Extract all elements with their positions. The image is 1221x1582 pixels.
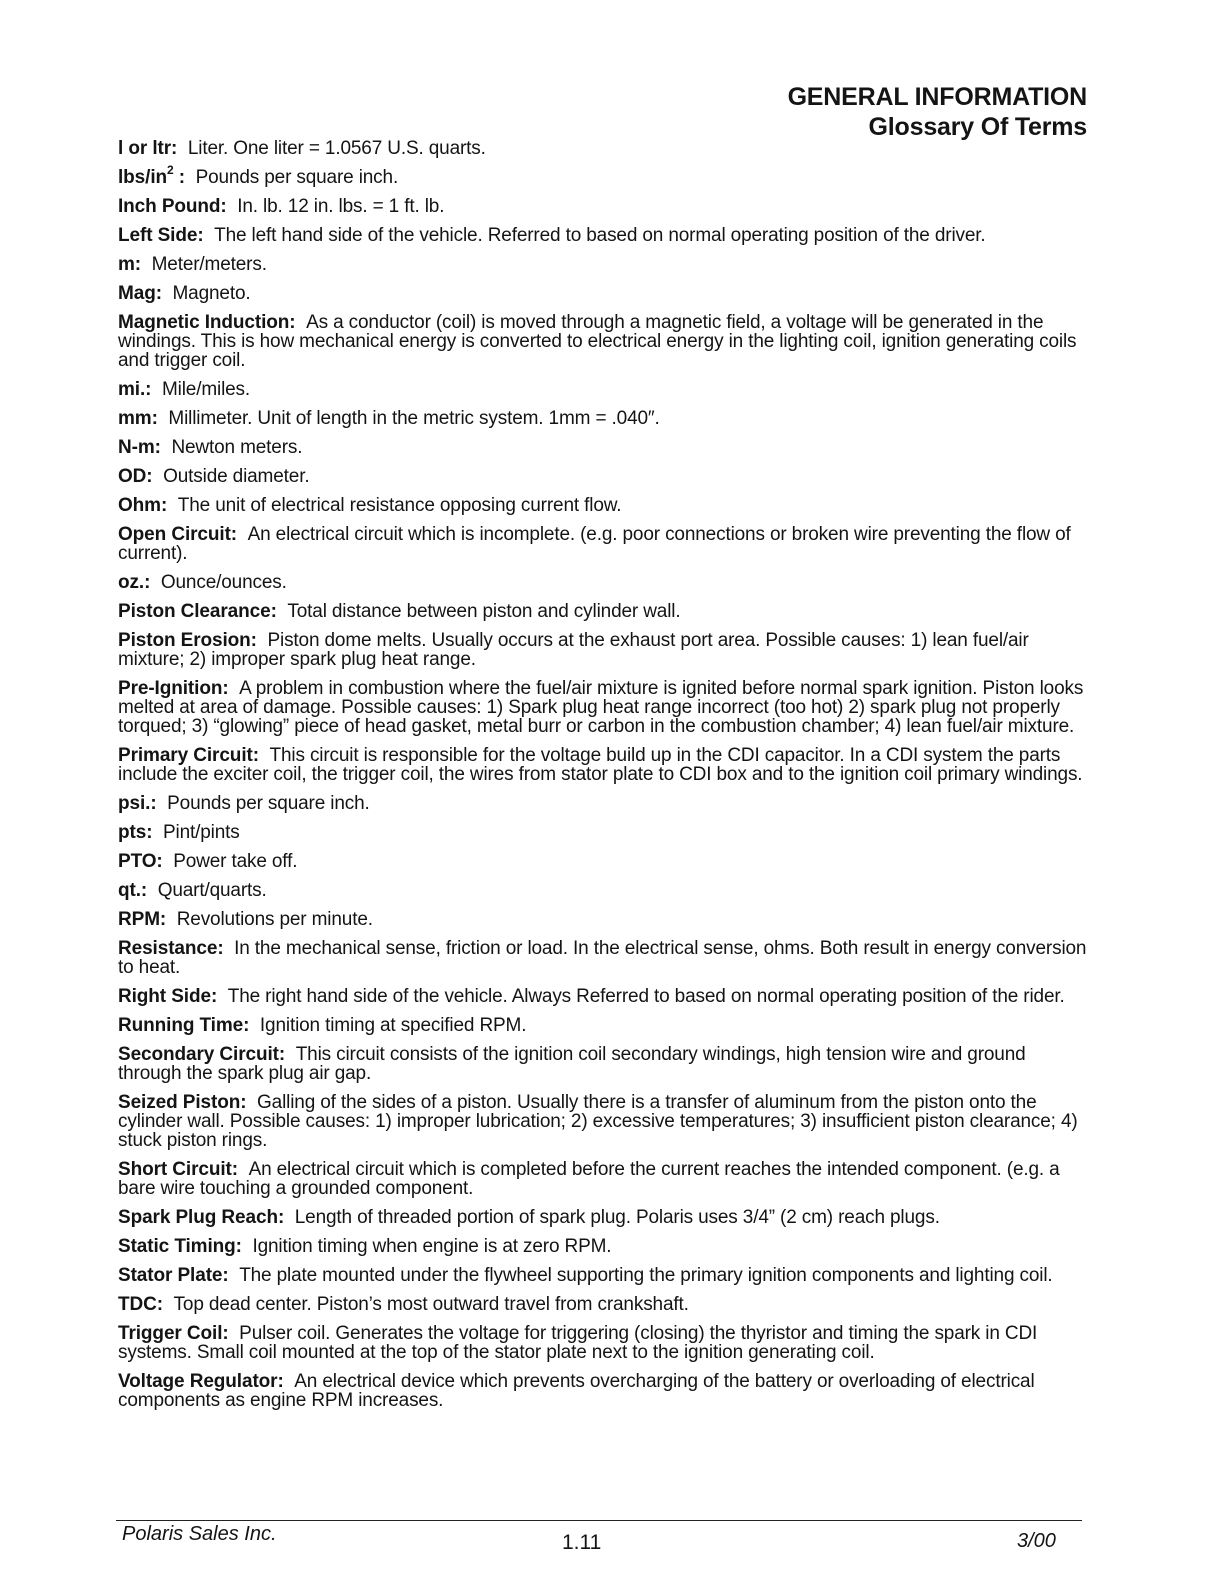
glossary-term-suffix: : [173,167,185,188]
glossary-definition: Millimeter. Unit of length in the metric system. 1mm = .040″. [168,408,660,429]
subsection-title: Glossary Of Terms [868,113,1087,141]
glossary-definition: Revolutions per minute. [176,909,373,930]
glossary-entry [118,939,1088,977]
glossary-term: RPM: [118,909,167,930]
glossary-term: Mag: [118,283,162,304]
glossary-definition: Ounce/ounces. [160,572,287,593]
glossary-definition: Liter. One liter = 1.0567 U.S. quarts. [187,138,486,159]
glossary-term: Seized Piston: [118,1092,247,1113]
glossary-definition: Outside diameter. [163,466,310,487]
glossary-term: Primary Circuit: [118,745,259,766]
glossary-term: psi.: [118,793,157,814]
glossary-entry [118,1093,1088,1150]
glossary-entry [118,746,1088,784]
glossary-term: qt.: [118,880,148,901]
glossary-definition: The right hand side of the vehicle. Always Referred to based on normal operating position of the rider. [227,986,1065,1007]
glossary-term: Open Circuit: [118,524,238,545]
glossary-definition: Piston dome melts. Usually occurs at the exhaust port area. Possible causes: 1) lean fuel/air mixture; 2) improper spark plug heat range. [118,630,1029,670]
glossary-term: Inch Pound: [118,196,227,217]
glossary-term: Voltage Regulator: [118,1371,284,1392]
glossary-entry [118,881,1088,900]
glossary-entry [118,284,1088,303]
glossary-entry [118,255,1088,274]
glossary-term: oz.: [118,572,151,593]
glossary-entry [118,313,1088,370]
glossary-definition: An electrical circuit which is completed before the current reaches the intended component. (e.g. a bare wire touching a grounded component. [118,1159,1060,1199]
glossary-entry [118,1372,1088,1410]
glossary-term: Pre-Ignition: [118,678,229,699]
footer-date: 3/00 [1017,1530,1056,1552]
glossary-entry [118,631,1088,669]
glossary-term: Resistance: [118,938,224,959]
glossary-term: Secondary Circuit: [118,1044,286,1065]
glossary-entry [118,197,1088,216]
glossary-entry [118,1324,1088,1362]
glossary-definition: Galling of the sides of a piston. Usually there is a transfer of aluminum from the piston onto the cylinder wall. Possible causes: 1) improper lubrication; 2) excessive temperatures; 3) insufficient piston clearance; 4) stuck piston rings. [118,1092,1078,1151]
glossary-term: Stator Plate: [118,1265,229,1286]
glossary-entry [118,1295,1088,1314]
glossary-term: l or ltr: [118,138,178,159]
glossary-entry [118,987,1088,1006]
glossary-entry [118,679,1088,736]
glossary-definition: The plate mounted under the flywheel supporting the primary ignition components and lighting coil. [239,1265,1053,1286]
glossary-term: Static Timing: [118,1236,242,1257]
glossary-definition: An electrical circuit which is incomplete. (e.g. poor connections or broken wire preventing the flow of current). [118,524,1071,564]
glossary-term: Right Side: [118,986,218,1007]
glossary-definition: As a conductor (coil) is moved through a magnetic field, a voltage will be generated in the windings. This is how mechanical energy is converted to electrical energy in the lighting coil, ignition generating coils and trigger coil. [118,312,1077,371]
glossary-entry [118,794,1088,813]
glossary-definition: This circuit is responsible for the voltage build up in the CDI capacitor. In a CDI system the parts include the exciter coil, the trigger coil, the wires from stator plate to CDI box and to the ignition coil primary windings. [118,745,1083,785]
glossary-term: Piston Erosion: [118,630,257,651]
glossary-entry [118,438,1088,457]
glossary-definition: Top dead center. Piston’s most outward travel from crankshaft. [173,1294,689,1315]
glossary-definition: A problem in combustion where the fuel/air mixture is ignited before normal spark ignition. Piston looks melted at area of damage. Possible causes: 1) Spark plug heat range incorrect (too hot) 2) spark plug not properly torqued; 3) “glowing” piece of head gasket, metal burr or carbon in the combustion chamber; 4) lean fuel/air mixture. [118,678,1084,737]
page-number: 1.11 [562,1531,602,1554]
glossary-term: Piston Clearance: [118,601,277,622]
glossary-term: pts: [118,822,153,843]
glossary-term: N-m: [118,437,161,458]
glossary-definition: In the mechanical sense, friction or load. In the electrical sense, ohms. Both result in energy conversion to heat. [118,938,1087,978]
glossary-entry [118,1045,1088,1083]
glossary-term: mm: [118,408,158,429]
glossary-term: TDC: [118,1294,163,1315]
glossary-definition: Meter/meters. [151,254,267,275]
glossary-entry [118,1208,1088,1227]
glossary-definition: Pounds per square inch. [195,167,399,188]
glossary-definition: Pounds per square inch. [167,793,370,814]
glossary-entry [118,496,1088,515]
glossary-entry [118,573,1088,592]
footer-divider [116,1520,1082,1521]
glossary-definition: The unit of electrical resistance opposing current flow. [177,495,622,516]
glossary-definition: Pint/pints [163,822,240,843]
glossary-entry [118,823,1088,842]
glossary-entry [118,409,1088,428]
glossary-term: Short Circuit: [118,1159,238,1180]
glossary-entry [118,1160,1088,1198]
glossary-definition: Length of threaded portion of spark plug. Polaris uses 3/4” (2 cm) reach plugs. [294,1207,940,1228]
glossary-entry [118,602,1088,621]
glossary-entry [118,163,1088,188]
glossary-definition: Quart/quarts. [157,880,267,901]
glossary-term: lbs/in [118,167,168,188]
glossary-entry [118,380,1088,399]
glossary-term: Trigger Coil: [118,1323,229,1344]
glossary-entry [118,525,1088,563]
glossary-definition: Ignition timing at specified RPM. [259,1015,527,1036]
section-title: GENERAL INFORMATION [787,83,1087,111]
glossary-term: Magnetic Induction: [118,312,296,333]
glossary-entry [118,467,1088,486]
glossary-entry [118,139,1088,158]
glossary-definition: Power take off. [173,851,298,872]
page-header [788,82,1087,142]
glossary-definition: Magneto. [172,283,251,304]
glossary-entry [118,1016,1088,1035]
glossary-list [118,139,1088,1420]
glossary-term: m: [118,254,142,275]
glossary-term: Running Time: [118,1015,250,1036]
glossary-definition: Mile/miles. [161,379,251,400]
glossary-entry [118,910,1088,929]
glossary-definition: Ignition timing when engine is at zero RPM. [252,1236,612,1257]
glossary-term: mi.: [118,379,152,400]
glossary-definition: Newton meters. [171,437,303,458]
glossary-term: Spark Plug Reach: [118,1207,285,1228]
glossary-definition: Total distance between piston and cylinder wall. [287,601,681,622]
glossary-term: Left Side: [118,225,204,246]
glossary-term: Ohm: [118,495,168,516]
glossary-term: PTO: [118,851,163,872]
glossary-entry [118,226,1088,245]
glossary-definition: Pulser coil. Generates the voltage for triggering (closing) the thyristor and timing the spark in CDI systems. Small coil mounted at the top of the stator plate next to the ignition generating coil. [118,1323,1038,1363]
glossary-definition: This circuit consists of the ignition coil secondary windings, high tension wire and ground through the spark plug air gap. [118,1044,1026,1084]
glossary-entry [118,852,1088,871]
glossary-definition: In. lb. 12 in. lbs. = 1 ft. lb. [237,196,445,217]
glossary-definition: An electrical device which prevents overcharging of the battery or overloading of electrical components as engine RPM increases. [118,1371,1035,1411]
glossary-entry [118,1266,1088,1285]
glossary-term: OD: [118,466,153,487]
footer-company: Polaris Sales Inc. [122,1523,277,1545]
glossary-term-superscript: 2 [167,163,174,177]
glossary-definition: The left hand side of the vehicle. Referred to based on normal operating position of the driver. [214,225,986,246]
glossary-entry [118,1237,1088,1256]
